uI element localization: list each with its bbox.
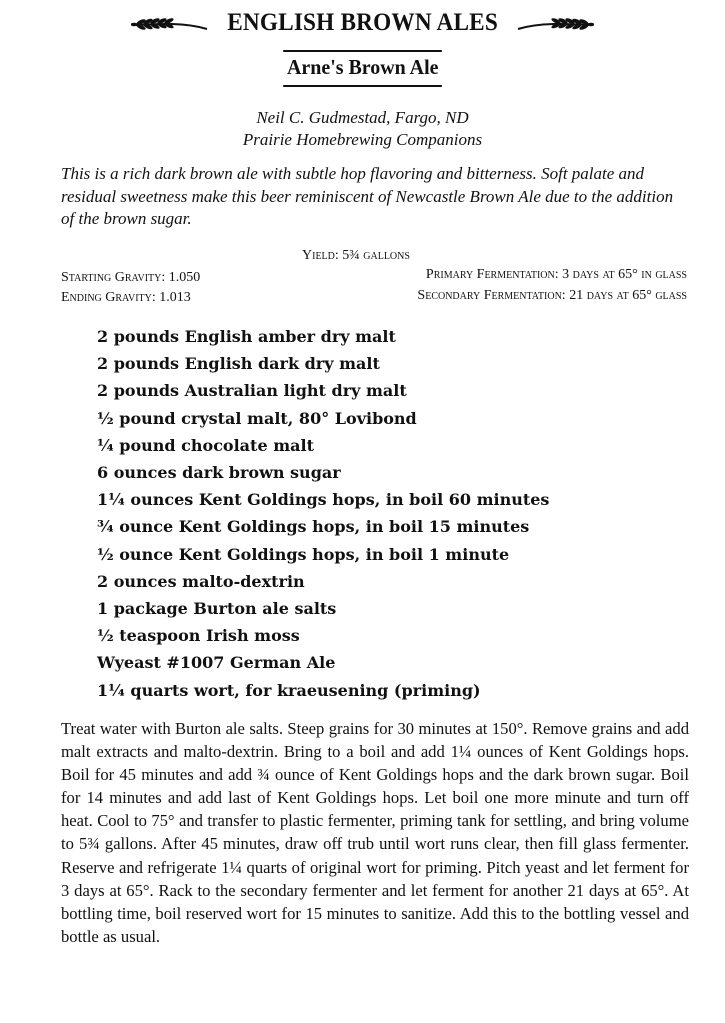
recipe-title-block [0,50,725,87]
ingredient-item: 2 pounds English dark dry malt [97,354,380,374]
ingredient-item: ½ teaspoon Irish moss [97,626,300,646]
starting-gravity: Starting Gravity: 1.050 [61,270,201,285]
author-credit [0,107,725,151]
wheat-sprig-right-icon [516,13,594,33]
brewing-directions: Treat water with Burton ale salts. Steep grains for 30 minutes at 150°. Remove grains and add malt extracts and malto-dextrin. Bring to a boil and add 1¼ ounces of Kent Goldings hops. Boil for 45 minutes and add ¾ ounce of Kent Goldings hops and the dark brown sugar. Boil for 14 minutes and add last of Kent Goldings hops. Let boil one more minute and turn off heat. Cool to 75° and transfer to plastic fermenter, priming tank for settling, and bring volume to 5¾ gallons. After 45 minutes, draw off trub until wort runs clear, then fill glass fermenter. Reserve and refrigerate 1¼ quarts of original wort for priming. Pitch yeast and let ferment for 3 days at 65°. Rack to the secondary fermenter and let ferment for another 21 days at 65°. At bottling time, boil reserved wort for 15 minutes to sanitize. Add this to the bottling vessel and bottle as usual. [61,719,689,946]
author-name: Neil C. Gudmestad, Fargo, ND [256,108,469,127]
brew-stats [61,248,687,308]
primary-fermentation: Primary Fermentation: 3 days at 65° in glass [425,267,687,282]
author-organization: Prairie Homebrewing Companions [242,130,483,149]
ingredient-item: 2 pounds English amber dry malt [97,327,396,346]
ingredient-item: 2 pounds Australian light dry malt [97,381,407,401]
ingredient-item: 1 package Burton ale salts [97,599,337,619]
recipe-title: Arne's Brown Ale [283,50,442,87]
ingredient-item: ¼ pound chocolate malt [97,435,314,455]
section-title: ENGLISH BROWN ALES [227,9,498,36]
ingredient-item: 2 ounces malto-dextrin [97,571,305,591]
ingredient-item: Wyeast #1007 German Ale [97,653,336,673]
section-header [0,6,725,40]
ingredient-list [97,323,549,704]
ingredient-item: ½ pound crystal malt, 80° Lovibond [97,408,417,428]
ingredient-item: ½ ounce Kent Goldings hops, in boil 1 minute [97,544,510,564]
wheat-sprig-left-icon [131,13,209,33]
ingredient-item: 6 ounces dark brown sugar [97,463,341,483]
ingredient-item: 1¼ quarts wort, for kraeusening (priming) [97,680,481,700]
recipe-intro: This is a rich dark brown ale with subtle hop flavoring and bitterness. Soft palate and residual sweetness make this beer reminiscent of Newcastle Brown Ale due to the addition of the brown sugar. [61,164,674,228]
ingredient-item: ¾ ounce Kent Goldings hops, in boil 15 minutes [97,517,530,537]
ending-gravity: Ending Gravity: 1.013 [61,290,191,305]
secondary-fermentation: Secondary Fermentation: 21 days at 65° glass [417,288,687,303]
yield: Yield: 5¾ gallons [302,248,410,263]
ingredient-item: 1¼ ounces Kent Goldings hops, in boil 60 minutes [97,490,550,510]
